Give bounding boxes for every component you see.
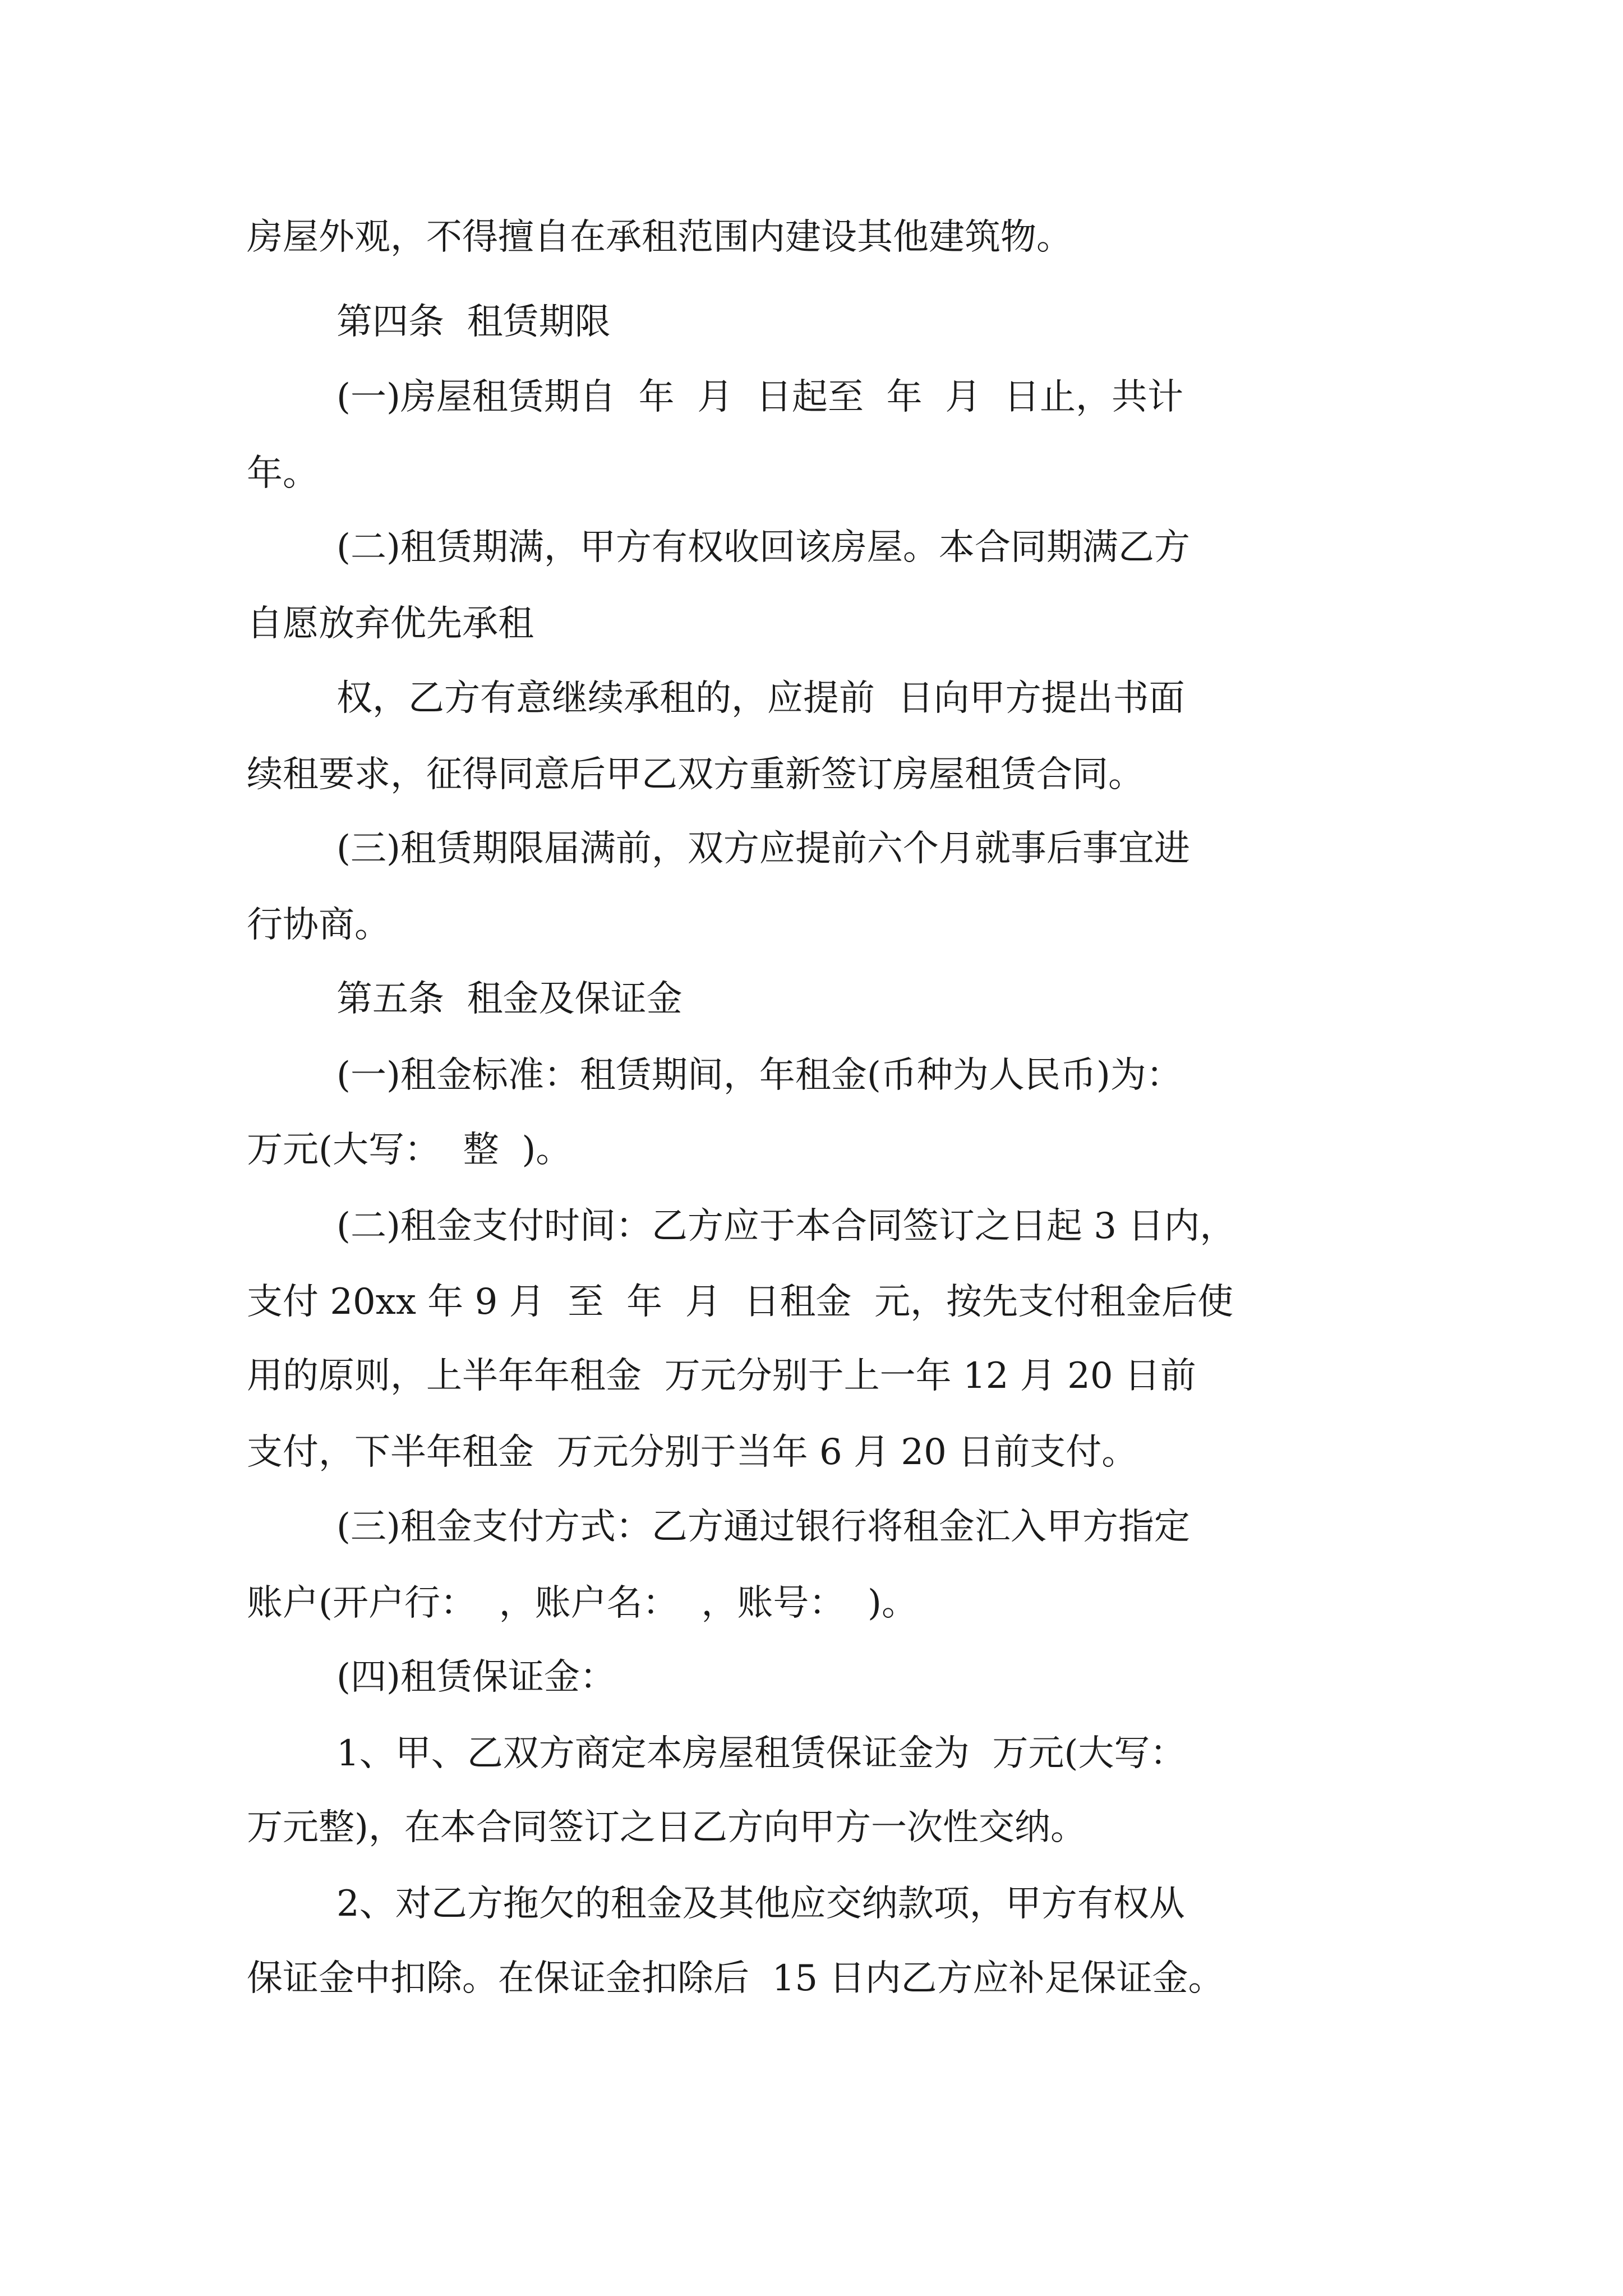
text-line: 房屋外观，不得擅自在承租范围内建设其他建筑物。 (247, 217, 1072, 258)
article-4-heading: 第四条 租赁期限 (336, 301, 611, 343)
text-line: 行协商。 (247, 904, 390, 946)
text-line: 支付 20xx 年 9 月 至 年 月 日租金 元，按先支付租金后使 (247, 1281, 1234, 1323)
text-line: 万元(大写： 整 )。 (247, 1129, 572, 1171)
article-5-heading: 第五条 租金及保证金 (336, 978, 683, 1020)
text-line: 万元整)，在本合同签订之日乙方向甲方一次性交纳。 (247, 1807, 1086, 1848)
text-line: (二)租金支付时间：乙方应于本合同签订之日起 3 日内， (336, 1205, 1236, 1247)
text-line: (三)租赁期限届满前，双方应提前六个月就事后事宜进 (336, 828, 1190, 869)
text-line: (一)租金标准：租赁期间，年租金(币种为人民币)为： (336, 1055, 1182, 1096)
text-line: 用的原则，上半年年租金 万元分别于上一年 12 月 20 日前 (247, 1355, 1196, 1397)
text-line: (四)租赁保证金： (336, 1657, 616, 1698)
text-line: 年。 (247, 453, 319, 494)
text-line: 保证金中扣除。在保证金扣除后 15 日内乙方应补足保证金。 (247, 1958, 1224, 1999)
text-line: 1、甲、乙双方商定本房屋租赁保证金为 万元(大写： (336, 1733, 1186, 1774)
text-line: 2、对乙方拖欠的租金及其他应交纳款项，甲方有权从 (336, 1883, 1185, 1925)
text-line: 权，乙方有意继续承租的，应提前 日向甲方提出书面 (336, 678, 1185, 719)
text-line: (二)租赁期满，甲方有权收回该房屋。本合同期满乙方 (336, 527, 1190, 568)
text-line: 支付，下半年租金 万元分别于当年 6 月 20 日前支付。 (247, 1432, 1138, 1473)
text-line: 续租要求，征得同意后甲乙双方重新签订房屋租赁合同。 (247, 754, 1144, 795)
text-line: 自愿放弃优先承租 (247, 603, 534, 645)
text-line: (一)房屋租赁期自 年 月 日起至 年 月 日止，共计 (336, 376, 1184, 418)
text-line: (三)租金支付方式：乙方通过银行将租金汇入甲方指定 (336, 1506, 1190, 1548)
text-line: 账户(开户行： ，账户名： ，账号： )。 (247, 1582, 917, 1624)
